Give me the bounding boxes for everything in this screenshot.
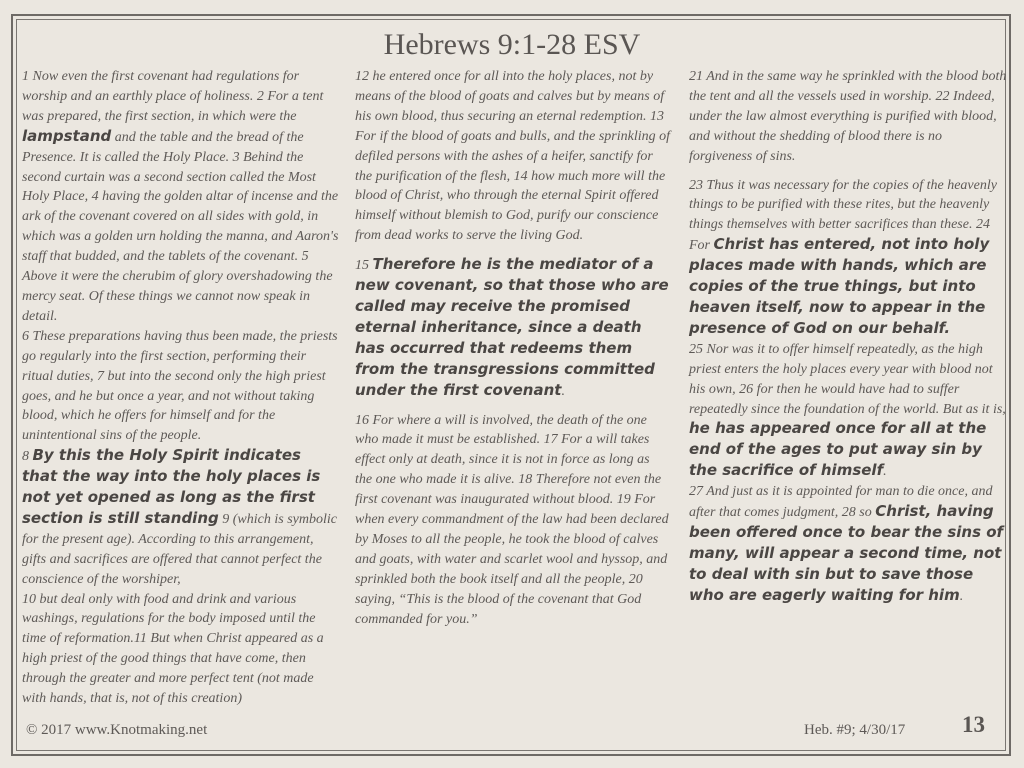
verse-text: 23 Thus it was necessary for the copies of the heavenly things to be purified with these rites, but the heavenly things themselves with better sacrifices than these. 24 For [689, 177, 997, 254]
verse-block [689, 176, 1007, 340]
emphasized-text: lampstand [22, 126, 112, 145]
emphasized-text: Christ, having been offered once to bear the sins of many, will appear a second time, not to deal with sin but to save those who are eagerly waiting for him [689, 502, 1004, 604]
emphasized-text: he has appeared once for all at the end of the ages to put away sin by the sacrifice of himself [689, 419, 987, 480]
verse-block [22, 327, 340, 446]
verse-block [22, 590, 340, 709]
verse-block [689, 340, 1007, 482]
verse-text: 21 And in the same way he sprinkled with the blood both the tent and all the vessels used in worship. 22 Indeed, under the law almost everything is purified with blood, and without the shedding of blood there is no forgiveness of sins. [689, 69, 1007, 164]
verse-text: 12 he entered once for all into the holy places, not by means of the blood of goats and calves but by means of his own blood, thus securing an eternal redemption. 13 For if the blood of goats and bulls, and the sprinkling of defiled persons with the ashes of a heifer, sanctify for the purification of the flesh, 14 how much more will the blood of Christ, who through the eternal Spirit offered himself without blemish to God, purify our conscience from dead works to serve the living God. [355, 69, 670, 244]
verse-text: 10 but deal only with food and drink and various washings, regulations for the body imposed until the time of reformation.11 But when Christ appeared as a high priest of the good things that have come, then through the greater and more perfect tent (not made with hands, that is, not of this creation) [22, 591, 324, 707]
verse-text: 16 For where a will is involved, the death of the one who made it must be established. 17 For a will takes effect only at death, since it is not in force as long as the one who made it is alive. 18 Therefore not even the first covenant was inaugurated without blood. 19 For when every commandment of the law had been declared by Moses to all the people, he took the blood of calves and goats, with water and scarlet wool and hyssop, and sprinkled both the book itself and all the people, 20 saying, “This is the blood of the covenant that God commanded for you.” [355, 412, 669, 627]
lesson-reference: Heb. #9; 4/30/17 [804, 722, 906, 738]
slide-title: Hebrews 9:1-28 ESV [383, 28, 641, 61]
text-column-2 [355, 67, 670, 638]
emphasized-text: Therefore he is the mediator of a new covenant, so that those who are called may receive the promised eternal inheritance, since a death has occurred that redeems them from the transgressions committed under the first covenant [355, 255, 669, 399]
emphasized-text: Christ has entered, not into holy places made with hands, which are copies of the true things, but into heaven itself, now to appear in the presence of God on our behalf. [689, 235, 990, 337]
verse-paragraph [689, 67, 1007, 167]
verse-paragraph [355, 411, 670, 630]
verse-text: . [561, 383, 565, 399]
verse-text: and the table and the bread of the Presence. It is called the Holy Place. 3 Behind the second curtain was a second section called the Most Holy Place, 4 having the golden altar of incense and the ark of the covenant covered on all sides with gold, in which was a golden urn holding the manna, and Aaron's staff that budded, and the tablets of the covenant. 5 Above it were the cherubim of glory overshadowing the mercy seat. Of these things we cannot now speak in detail. [22, 129, 339, 324]
emphasized-text: By this the Holy Spirit indicates that the way into the holy places is not yet opened as long as the first section is still standing [22, 446, 321, 527]
verse-text: . [959, 588, 964, 604]
verse-block [22, 67, 340, 327]
verse-paragraph [355, 67, 670, 246]
verse-paragraph [355, 255, 670, 401]
verse-block [689, 482, 1007, 606]
page-number: 13 [962, 712, 985, 737]
verse-text: 1 Now even the first covenant had regulations for worship and an earthly place of holiness. 2 For a tent was prepared, the first section, in which were the [22, 69, 324, 124]
verse-text: 25 Nor was it to offer himself repeatedly, as the high priest enters the holy places every year with blood not his own, 26 for then he would have had to suffer repeatedly since the foundation of the world. But as it is, [689, 341, 1006, 417]
text-column-1 [22, 67, 340, 709]
verse-text: 8 [22, 449, 33, 465]
text-column-3 [689, 67, 1007, 607]
copyright-footer: © 2017 www.Knotmaking.net [26, 722, 208, 738]
verse-text: 27 And just as it is appointed for man to die once, and after that comes judgment, 28 so [689, 484, 993, 521]
verse-text: 9 (which is symbolic for the present age). According to this arrangement, gifts and sacrifices are offered that cannot perfect the conscience of the worshiper, [22, 511, 337, 587]
verse-block [22, 446, 340, 589]
verse-text: . [883, 464, 887, 480]
verse-text: 15 [355, 258, 373, 274]
verse-text: 6 These preparations having thus been made, the priests go regularly into the first section, performing their ritual duties, 7 but into the second only the high priest goes, and he but once a year, and not without taking blood, which he offers for himself and for the unintentional sins of the people. [22, 328, 338, 444]
